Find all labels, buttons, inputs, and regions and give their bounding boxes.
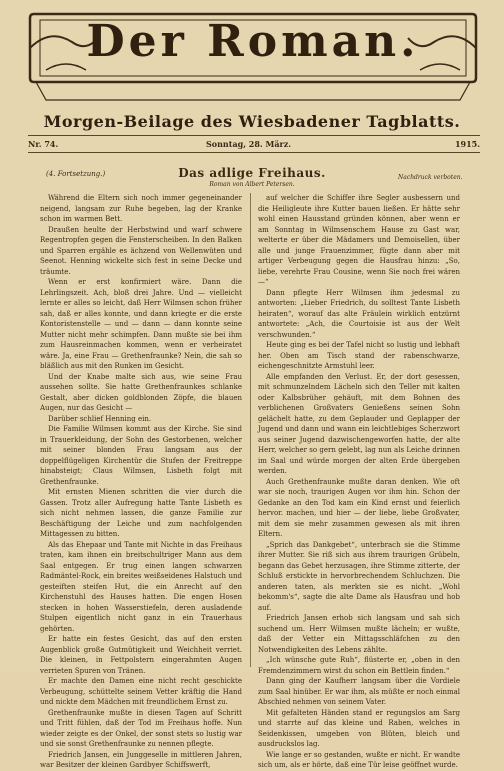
paragraph: Und der Knabe malte sich aus, wie seine Frau aussehen sollte. Sie hatte Grethenfraunkes schlanke Gestalt, aber dicken goldblonden Zöpfe, die blauen Augen, nur das Gesicht —	[40, 372, 242, 412]
paragraph: „Sprich das Dankgebet“, unterbrach sie die Stimme ihrer Mutter. Sie riß sich aus ihrem traurigen Grübeln, begann das Gebet herzusagen, ihre Stimme zitterte, der Schluß erstickte in hervorbrechendem Schluchzen. Die anderen taten, als merkten sie es nicht. „Wohl bekomm's“, sagte die alte Dame als Hausfrau und hob auf.	[258, 540, 460, 612]
reprint-notice: Nachdruck verboten.	[398, 174, 463, 181]
paragraph: Die Familie Wilmsen kommt aus der Kirche. Sie sind in Trauerkleidung, der Sohn des Gestorbenen, welcher mit seiner blonden Frau langsam aus der doppelflügeligen Kirchentür die Stufen der Freitreppe hinabsteigt; Claus Wilmsen, Lisbeth folgt mit Grethenfraunke.	[40, 425, 242, 486]
issue-date: Sonntag, 28. März.	[206, 139, 292, 149]
paragraph: Während die Eltern sich noch immer gegeneinander neigend, langsam zur Ruhe begeben, lag der Kranke schon im warmen Bett.	[40, 194, 242, 223]
paragraph: Auch Grethenfraunke mußte daran denken. Wie oft war sie noch, traurigen Augen vor ihm hin. Schon der Gedanke an den Tod kam ein Kind ernst und feierlich hervor. machen, und hier — der liebe, liebe Großvater, mit dem sie mehr zusammen gewesen als mit ihren Eltern.	[258, 477, 460, 538]
paragraph: Wie lange er so gestanden, wußte er nicht. Er wandte sich um, als er hörte, daß eine Tür leise geöffnet wurde.	[258, 750, 460, 769]
paragraph: Als das Ehepaar und Tante mit Nichte in das Freihaus traten, kam ihnen ein breitschultriger Mann aus dem Saal entgegen. Er trug einen langen schwarzen Radmäntel-Rock, ein breites weißseidenes Halstuch und gesteiften steifen Hut, die ein Anrecht auf den Kirchenstuhl des Hauses hatten. Die engen Hosen stecken in hohen Wasserstiefeln, deren ausladende Stulpen eigentlich nicht ganz in ein Trauerhaus gehörten.	[40, 540, 242, 633]
paragraph: Mit gefalteten Händen stand er regungslos am Sarg und starrte auf das kleine und Raben, welches in Seidenkissen, umgeben von Blüten, bleich und ausdruckslos lag.	[258, 708, 460, 748]
article-author: Roman von Albert Petersen.	[209, 181, 295, 188]
issue-year: 1915.	[454, 139, 480, 149]
paragraph: Wenn er erst konfirmiert wäre. Dann die Lehrlingszeit. Ach, bloß drei Jahre. Und — vielleicht lernte er alles so leicht, daß Herr Wilmsen schon früher sah, daß er alles konnte, und dann kriegte er die erste Kontoristenstelle — und — dann — dann konnte seine Mutter nicht mehr schimpfen. Dann mußte sie bei ihm zum Hausreinmachen kommen, wenn er verheiratet wäre. Ja, eine Frau — Grethenfraunke? Nein, die sah so bläßlich aus mit den Runken im Gesicht.	[40, 278, 242, 370]
paragraph: Friedrich Jansen, ein Junggeselle in mittleren Jahren, war Besitzer der kleinen Gardbyer Schiffswerft,	[40, 750, 242, 769]
paragraph: Mit ernsten Mienen schritten die vier durch die Gassen. Trotz aller Aufregung hatte Tante Lisbeth es sich nicht nehmen lassen, die ganze Familie zur Beschäftigung der Leiche und zum nachfolgenden Mittagessen zu bitten.	[40, 488, 242, 538]
issue-number: Nr. 74.	[28, 139, 59, 149]
article-title: Das adlige Freihaus.	[178, 166, 326, 180]
paragraph: Alle empfanden den Verlust. Er, der dort gesessen, mit schmunzelndem Lächeln sich den Teller mit kalten oder Kalbsbrüher gehäuft, mit dem Bohnen des verblichenen Großvaters Genießens seinen Sohn gelächelt hatte, zu dem Geplauder und Geplapper der Jugend und dann und wann ein leichtlebiges Scherzwort aus seiner Jugend dazwischengeworfen hatte, der alte Herr, welcher so gern gelebt, lag nun als Leiche drinnen im Saal und würde morgen der alten Erde übergeben werden.	[258, 372, 460, 475]
issue-info-line	[28, 138, 480, 152]
masthead	[26, 8, 480, 108]
paragraph: Grethenfraunke mußte in diesen Tagen auf Schritt und Tritt fühlen, daß der Tod im Freihaus hoffe. Nun wieder zeigte es der Onkel, der sonst stets so lustig war und sie sonst Grethenfraunke zu nennen pflegte.	[40, 708, 242, 748]
rule-bottom	[28, 152, 480, 153]
column-divider	[250, 193, 251, 667]
text-column-left	[40, 193, 242, 769]
paragraph: Friedrich Jansen erhob sich langsam und sah sich suchend um. Herr Wilmsen mußte lächeln; er wußte, daß der Vetter ein Mittagsschläfchen zu den Notwendigkeiten des Lebens zählte.	[258, 614, 460, 654]
rule-top	[28, 135, 480, 136]
paragraph: Dann pflegte Herr Wilmsen ihm jedesmal zu antworten: „Lieber Friedrich, du solltest Tante Lisbeth heiraten“, worauf das alte Fräulein wirklich entzürnt antwortete: „Ach, die Courtoisie ist aus der Welt verschwunden.“	[258, 288, 460, 339]
paragraph: „Ich wünsche gute Ruh“, flüsterte er, „oben in den Fremdenzimmern wirst du schon ein Bettlein finden.“	[258, 656, 460, 675]
newspaper-title: Der Roman.	[86, 16, 420, 67]
paragraph: Draußen heulte der Herbstwind und warf schwere Regentropfen gegen die Fensterscheiben. In den Balken und Sparren ergähle es ächzend von Wellenwüten und Seenot. Henning wickelte sich fest in seine Decke und träumte.	[40, 225, 242, 276]
paragraph: Er hatte ein festes Gesicht, das auf den ersten Augenblick große Gutmütigkeit und Weichheit verriet. Die kleinen, in Fettpolstern eingerahmten Augen verrieten Spuren von Tränen.	[40, 635, 242, 675]
paragraph: Dann ging der Kaufherr langsam über die Vordiele zum Saal hinüber. Er war ihm, als müßte er noch einmal Abschied nehmen von seinem Vater.	[258, 677, 460, 706]
continuation-note: (4. Fortsetzung.)	[46, 170, 106, 178]
newspaper-subtitle: Morgen-Beilage des Wiesbadener Tagblatts.	[43, 112, 461, 131]
text-column-right	[258, 193, 460, 769]
paragraph: auf welcher die Schiffer ihre Segler ausbessern und die Heiligleute ihre Kutter bauen ließen. Er hätte sehr wohl einen Hausstand gründen können, aber wenn er am Sonntag in Wilmsenschem Hause zu Gast war, welterte er über die Mädamers und Demoisellen, über alle und junge Frauenzimmer, fügte dann aber mit artiger Verbeugung gegen die Hausfrau hinzu: „So, liebe, verehrte Frau Cousine, wenn Sie noch frei wären —“	[258, 194, 460, 286]
paragraph: Er machte den Damen eine nicht recht geschickte Verbeugung, schüttelte seinem Vetter kräftig die Hand und nickte dem Mädchen mit freundlichem Ernst zu.	[40, 677, 242, 706]
paragraph: Heute ging es bei der Tafel nicht so lustig und lebhaft her. Oben am Tisch stand der rabenschwarze, eichengeschnitzte Armstuhl leer.	[258, 341, 460, 370]
paragraph: Darüber schlief Henning ein.	[48, 414, 152, 423]
